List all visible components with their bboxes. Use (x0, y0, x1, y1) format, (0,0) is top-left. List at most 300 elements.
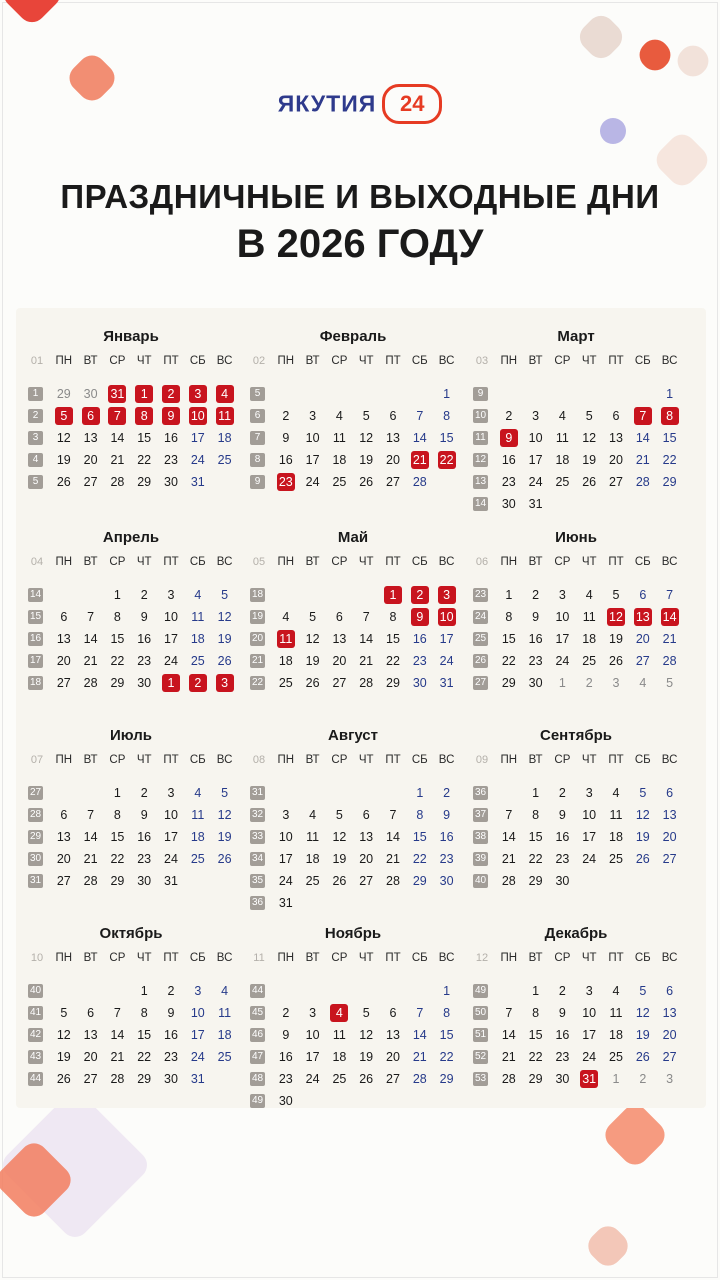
day: 16 (278, 1050, 293, 1064)
logo-number-badge: 24 (382, 84, 442, 124)
day: 21 (635, 453, 650, 467)
week-number: 15 (29, 611, 42, 622)
month-index-label: 09 (475, 754, 489, 766)
day: 21 (359, 654, 374, 668)
weekday-header: ВС (661, 556, 678, 568)
day: 8 (389, 610, 397, 624)
weekday-header: ПТ (608, 556, 624, 568)
day: 25 (217, 1050, 232, 1064)
day: 7 (113, 1006, 121, 1020)
weekday-header: ЧТ (581, 754, 597, 766)
day: 18 (582, 632, 597, 646)
day: 23 (555, 1050, 570, 1064)
holiday-day: 10 (189, 407, 207, 425)
day: 8 (443, 409, 451, 423)
day: 20 (359, 852, 374, 866)
week-number: 35 (251, 875, 264, 886)
day: 6 (87, 1006, 95, 1020)
weekday-header: ЧТ (136, 754, 152, 766)
day: 23 (164, 453, 178, 467)
day: 16 (555, 830, 570, 844)
week-number: 8 (250, 453, 265, 467)
day: 31 (278, 896, 293, 910)
day: 27 (662, 1050, 677, 1064)
week-number: 18 (251, 589, 264, 600)
day: 7 (505, 808, 513, 822)
day: 24 (305, 475, 320, 489)
day: 26 (305, 676, 320, 690)
day: 14 (386, 830, 400, 844)
day: 23 (137, 852, 152, 866)
weekday-header: ЧТ (581, 355, 597, 367)
day: 1 (443, 984, 451, 998)
week-number: 32 (251, 809, 264, 820)
day: 13 (609, 431, 623, 445)
day: 25 (555, 475, 570, 489)
day: 3 (585, 984, 593, 998)
week-number: 14 (29, 589, 42, 600)
day: 9 (140, 808, 148, 822)
day: 20 (83, 453, 98, 467)
day: 20 (662, 830, 677, 844)
week-number: 44 (29, 1073, 42, 1084)
week-number: 27 (29, 787, 42, 798)
day: 17 (305, 453, 320, 467)
day: 9 (532, 610, 540, 624)
day: 30 (164, 1072, 178, 1086)
month-index-label: 05 (252, 556, 266, 568)
weekday-header: ВС (216, 556, 233, 568)
day: 19 (332, 852, 347, 866)
day: 25 (609, 1050, 623, 1064)
day: 6 (389, 409, 397, 423)
day: 4 (585, 588, 593, 602)
day: 30 (164, 475, 178, 489)
week-number: 9 (250, 475, 265, 489)
day: 1 (113, 588, 121, 602)
weekday-header: ВТ (83, 355, 98, 367)
day: 21 (110, 453, 125, 467)
day: 5 (639, 786, 647, 800)
day: 26 (635, 852, 650, 866)
weekday-header: СР (331, 556, 348, 568)
day: 15 (110, 632, 125, 646)
weekday-header: СБ (189, 556, 206, 568)
day: 1 (140, 984, 148, 998)
day: 16 (137, 632, 152, 646)
day: 14 (501, 1028, 516, 1042)
day: 22 (528, 1050, 543, 1064)
day: 16 (137, 830, 152, 844)
day: 19 (56, 453, 71, 467)
weekday-header: ПН (55, 556, 73, 568)
day: 28 (635, 475, 650, 489)
day: 26 (56, 1072, 71, 1086)
day: 26 (359, 1072, 374, 1086)
day: 1 (113, 786, 121, 800)
holiday-day: 9 (500, 429, 518, 447)
week-number: 44 (251, 985, 264, 996)
weekday-header: ВС (661, 754, 678, 766)
day: 30 (83, 387, 98, 401)
day: 13 (332, 632, 347, 646)
weekday-header: ВТ (305, 355, 320, 367)
day: 26 (217, 852, 232, 866)
month-name: Январь (103, 328, 159, 345)
weekday-header: ВС (216, 952, 233, 964)
day: 2 (167, 984, 175, 998)
day: 17 (439, 632, 454, 646)
day: 17 (582, 1028, 597, 1042)
day: 25 (582, 654, 597, 668)
day: 23 (137, 654, 152, 668)
day: 24 (439, 654, 454, 668)
day: 6 (666, 984, 674, 998)
week-number: 19 (251, 611, 264, 622)
month-name: Май (337, 529, 369, 546)
week-number: 40 (474, 875, 487, 886)
holiday-day: 5 (55, 407, 73, 425)
day: 16 (528, 632, 543, 646)
day: 8 (416, 808, 424, 822)
day: 22 (501, 654, 516, 668)
weekday-header: СБ (189, 355, 206, 367)
day: 24 (528, 475, 543, 489)
day: 30 (137, 676, 152, 690)
weekday-header: СБ (411, 754, 428, 766)
day: 6 (335, 610, 343, 624)
week-number: 13 (474, 476, 487, 487)
day: 15 (386, 632, 400, 646)
week-number: 50 (474, 1007, 487, 1018)
day: 19 (217, 830, 232, 844)
day: 3 (309, 1006, 317, 1020)
day: 3 (194, 984, 202, 998)
day: 5 (362, 1006, 370, 1020)
day: 19 (582, 453, 597, 467)
day: 12 (582, 431, 597, 445)
day: 18 (332, 453, 347, 467)
day: 28 (662, 654, 677, 668)
day: 18 (217, 1028, 232, 1042)
week-number: 18 (29, 677, 42, 688)
day: 10 (582, 1006, 597, 1020)
week-number: 21 (251, 655, 264, 666)
week-number: 33 (251, 831, 264, 842)
day: 3 (167, 786, 175, 800)
weekday-header: СБ (411, 355, 428, 367)
day: 27 (83, 475, 98, 489)
week-number: 23 (474, 589, 487, 600)
weekday-header: ПН (500, 952, 518, 964)
day: 23 (555, 852, 570, 866)
day: 4 (194, 786, 202, 800)
day: 1 (443, 387, 451, 401)
day: 15 (662, 431, 677, 445)
day: 13 (386, 431, 400, 445)
day: 12 (305, 632, 320, 646)
weekday-header: ВС (661, 355, 678, 367)
month-name: Октябрь (99, 925, 163, 942)
week-number: 10 (474, 410, 487, 421)
day: 3 (612, 676, 620, 690)
day: 5 (585, 409, 593, 423)
day: 18 (305, 852, 320, 866)
day: 1 (612, 1072, 620, 1086)
week-number: 12 (474, 454, 487, 465)
day: 30 (137, 874, 152, 888)
weekday-header: ВС (661, 952, 678, 964)
day: 2 (558, 984, 566, 998)
week-number: 36 (474, 787, 487, 798)
week-number: 5 (28, 475, 43, 489)
day: 3 (532, 409, 540, 423)
month-name: Ноябрь (324, 925, 382, 942)
day: 22 (662, 453, 677, 467)
day: 10 (278, 830, 293, 844)
day: 24 (305, 1072, 320, 1086)
holiday-day: 31 (108, 385, 126, 403)
day: 9 (282, 431, 290, 445)
day: 22 (528, 852, 543, 866)
month-name: Февраль (319, 328, 387, 345)
day: 10 (305, 1028, 320, 1042)
weekday-header: ВС (438, 952, 455, 964)
day: 2 (282, 409, 290, 423)
day: 25 (305, 874, 320, 888)
day: 25 (332, 475, 347, 489)
day: 26 (332, 874, 347, 888)
day: 18 (190, 632, 205, 646)
holiday-day: 3 (189, 385, 207, 403)
week-number: 30 (29, 853, 42, 864)
day: 29 (110, 874, 125, 888)
weekday-header: СБ (189, 754, 206, 766)
day: 12 (332, 830, 347, 844)
day: 31 (190, 475, 205, 489)
weekday-header: СР (554, 355, 571, 367)
weekday-header: СБ (634, 556, 651, 568)
day: 4 (309, 808, 317, 822)
day: 17 (555, 632, 570, 646)
month-name: Июнь (555, 529, 597, 546)
day: 8 (113, 808, 121, 822)
month-index-label: 06 (475, 556, 489, 568)
day: 8 (505, 610, 513, 624)
month-index-label: 11 (253, 952, 265, 964)
day: 14 (110, 431, 125, 445)
week-number: 45 (251, 1007, 264, 1018)
day: 28 (110, 475, 125, 489)
day: 3 (167, 588, 175, 602)
day: 26 (609, 654, 623, 668)
holiday-day: 23 (277, 473, 295, 491)
month-name: Сентябрь (540, 727, 612, 744)
weekday-header: ВТ (83, 754, 98, 766)
week-number: 36 (251, 897, 264, 908)
weekday-header: СР (331, 952, 348, 964)
day: 13 (662, 1006, 677, 1020)
day: 4 (282, 610, 290, 624)
weekday-header: ПН (500, 556, 518, 568)
weekday-header: СР (331, 355, 348, 367)
day: 28 (386, 874, 400, 888)
day: 7 (87, 808, 95, 822)
day: 19 (609, 632, 623, 646)
day: 10 (305, 431, 320, 445)
weekday-header: ВС (438, 754, 455, 766)
weekday-header: ВТ (528, 556, 543, 568)
day: 3 (585, 786, 593, 800)
day: 6 (639, 588, 647, 602)
weekday-header: СР (109, 355, 126, 367)
holiday-day: 7 (634, 407, 652, 425)
holiday-day: 2 (162, 385, 180, 403)
week-number: 31 (251, 787, 264, 798)
week-number: 1 (28, 387, 43, 401)
day: 13 (56, 830, 71, 844)
day: 16 (501, 453, 516, 467)
week-number: 46 (251, 1029, 264, 1040)
day: 7 (87, 610, 95, 624)
day: 30 (555, 1072, 570, 1086)
holiday-day: 7 (108, 407, 126, 425)
day: 26 (582, 475, 597, 489)
weekday-header: ПН (277, 355, 295, 367)
day: 29 (386, 676, 400, 690)
holiday-day: 22 (438, 451, 456, 469)
holiday-day: 1 (162, 674, 180, 692)
weekday-header: СБ (411, 556, 428, 568)
day: 27 (635, 654, 650, 668)
day: 5 (666, 676, 674, 690)
day: 18 (609, 830, 623, 844)
day: 7 (416, 409, 424, 423)
day: 15 (439, 1028, 454, 1042)
weekday-header: ВТ (528, 754, 543, 766)
day: 24 (164, 852, 178, 866)
weekday-header: ПН (500, 754, 518, 766)
day: 5 (612, 588, 620, 602)
holiday-day: 4 (216, 385, 234, 403)
day: 14 (501, 830, 516, 844)
day: 18 (190, 830, 205, 844)
holiday-day: 9 (162, 407, 180, 425)
day: 5 (221, 786, 229, 800)
day: 22 (110, 654, 125, 668)
day: 30 (278, 1094, 293, 1108)
day: 17 (164, 632, 178, 646)
week-number: 14 (474, 498, 487, 509)
week-number: 51 (474, 1029, 487, 1040)
weekday-header: ВС (438, 355, 455, 367)
week-number: 2 (28, 409, 43, 423)
weekday-header: ПН (55, 355, 73, 367)
day: 19 (359, 1050, 374, 1064)
day: 20 (662, 1028, 677, 1042)
day: 1 (532, 786, 540, 800)
day: 1 (505, 588, 513, 602)
day: 2 (282, 1006, 290, 1020)
day: 18 (278, 654, 293, 668)
month-name: Август (328, 727, 378, 744)
week-number: 39 (474, 853, 487, 864)
weekday-header: ЧТ (136, 355, 152, 367)
day: 29 (56, 387, 71, 401)
day: 28 (412, 475, 427, 489)
day: 22 (110, 852, 125, 866)
day: 14 (412, 1028, 427, 1042)
day: 14 (359, 632, 374, 646)
day: 31 (190, 1072, 205, 1086)
day: 8 (113, 610, 121, 624)
day: 23 (501, 475, 516, 489)
weekday-header: ПН (277, 556, 295, 568)
day: 30 (412, 676, 427, 690)
day: 24 (582, 852, 597, 866)
weekday-header: СБ (189, 952, 206, 964)
day: 11 (218, 1006, 232, 1020)
day: 3 (309, 409, 317, 423)
day: 16 (278, 453, 293, 467)
day: 19 (359, 453, 374, 467)
week-number: 6 (250, 409, 265, 423)
holiday-day: 6 (82, 407, 100, 425)
day: 24 (582, 1050, 597, 1064)
day: 20 (386, 1050, 400, 1064)
month-name: Апрель (102, 529, 160, 546)
holiday-day: 2 (411, 586, 429, 604)
day: 11 (332, 431, 346, 445)
day: 20 (56, 852, 71, 866)
day: 16 (164, 1028, 178, 1042)
day: 25 (609, 852, 623, 866)
day: 21 (83, 852, 98, 866)
day: 17 (582, 830, 597, 844)
day: 13 (359, 830, 374, 844)
week-number: 38 (474, 831, 487, 842)
day: 19 (305, 654, 320, 668)
day: 18 (609, 1028, 623, 1042)
day: 26 (359, 475, 374, 489)
day: 20 (635, 632, 650, 646)
day: 29 (662, 475, 677, 489)
week-number: 16 (29, 633, 42, 644)
holiday-day: 8 (135, 407, 153, 425)
week-number: 52 (474, 1051, 487, 1062)
weekday-header: ЧТ (358, 952, 374, 964)
weekday-header: СР (109, 952, 126, 964)
day: 16 (555, 1028, 570, 1042)
weekday-header: ВТ (305, 556, 320, 568)
week-number: 48 (251, 1073, 264, 1084)
weekday-header: ЧТ (358, 355, 374, 367)
day: 31 (528, 497, 543, 511)
day: 27 (359, 874, 374, 888)
day: 22 (137, 1050, 152, 1064)
day: 12 (217, 610, 232, 624)
weekday-header: ЧТ (136, 556, 152, 568)
day: 19 (217, 632, 232, 646)
day: 11 (306, 830, 320, 844)
day: 5 (60, 1006, 68, 1020)
day: 20 (332, 654, 347, 668)
day: 27 (609, 475, 623, 489)
week-number: 26 (474, 655, 487, 666)
weekday-header: ПТ (163, 754, 179, 766)
holiday-day: 13 (634, 608, 652, 626)
day: 15 (528, 830, 543, 844)
